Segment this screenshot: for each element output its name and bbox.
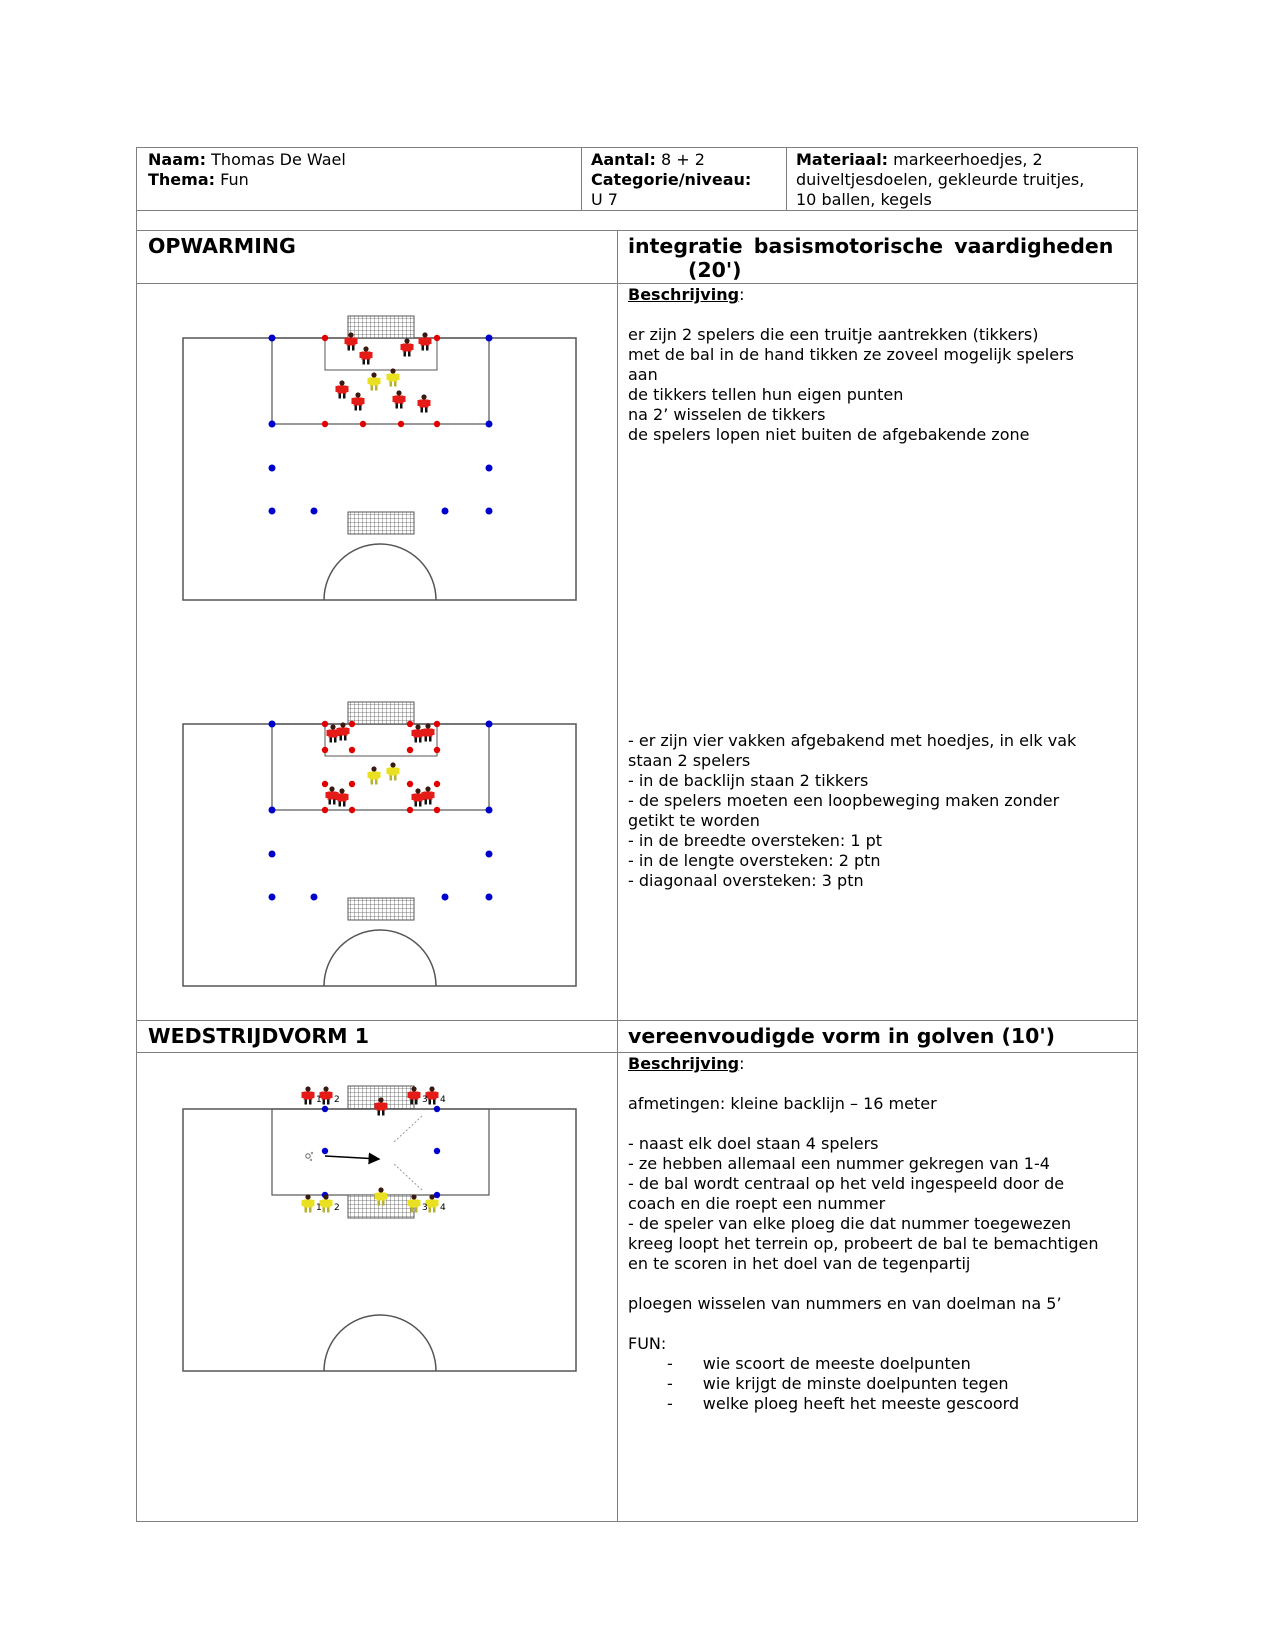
row-divider — [136, 1052, 1138, 1053]
text-line: de tikkers tellen hun eigen punten — [628, 385, 904, 404]
text-line: kreeg loopt het terrein op, probeert de bal te bemachtigen — [628, 1234, 1099, 1253]
text-line: aan — [628, 365, 658, 384]
section-name-wedstrijdvorm: WEDSTRIJDVORM 1 — [148, 1024, 369, 1048]
drill-diagram-golven — [182, 1080, 582, 1380]
red-players — [326, 722, 435, 806]
goal-middle — [348, 898, 414, 920]
materiaal-line: duiveltjesdoelen, gekleurde truitjes, — [796, 170, 1085, 189]
player-number: 4 — [440, 1203, 446, 1213]
table-border-bottom — [136, 1521, 1138, 1522]
header-materiaal — [796, 150, 1084, 210]
fun-label: FUN: — [628, 1334, 667, 1353]
column-divider — [581, 147, 582, 210]
penalty-arc — [324, 1315, 436, 1371]
thema-label: Thema: — [148, 170, 216, 189]
thema-value: Fun — [220, 170, 249, 189]
player-number: 2 — [334, 1203, 340, 1213]
goal-top — [348, 702, 414, 724]
naam-label: Naam: — [148, 150, 207, 169]
text-line: getikt te worden — [628, 811, 760, 830]
player-number: 1 — [316, 1203, 322, 1213]
player-number: 2 — [334, 1095, 340, 1105]
table-border-left — [136, 147, 137, 1522]
row-divider — [136, 210, 1138, 211]
text-line: - ze hebben allemaal een nummer gekregen van 1-4 — [628, 1154, 1050, 1173]
text-line: - in de breedte oversteken: 1 pt — [628, 831, 883, 850]
zone-box — [272, 724, 489, 810]
goal-top — [348, 316, 414, 338]
player-number: 3 — [422, 1095, 428, 1105]
text-line: na 2’ wisselen de tikkers — [628, 405, 826, 424]
categorie-label: Categorie/niveau: — [591, 170, 752, 189]
pitch-outline — [183, 724, 576, 986]
text-line: - in de backlijn staan 2 tikkers — [628, 771, 869, 790]
text-line: - de speler van elke ploeg die dat nummer toegewezen — [628, 1214, 1072, 1233]
text-line: er zijn 2 spelers die een truitje aantrekken (tikkers) — [628, 325, 1039, 344]
goal-middle — [348, 512, 414, 534]
text-line: met de bal in de hand tikken ze zoveel mogelijk spelers — [628, 345, 1075, 364]
row-divider — [136, 1020, 1138, 1021]
materiaal-line: 10 ballen, kegels — [796, 190, 932, 209]
penalty-arc — [324, 544, 436, 600]
table-border-top — [136, 147, 1138, 148]
blue-cones — [322, 1106, 440, 1198]
penalty-arc — [324, 930, 436, 986]
header-aantal — [591, 150, 751, 210]
text-line: staan 2 spelers — [628, 751, 751, 770]
section-title: vereenvoudigde vorm in golven (10') — [628, 1024, 1056, 1048]
pitch-outline — [183, 338, 576, 600]
drill-diagram-tikkertje — [182, 314, 582, 604]
fun-item: - wie scoort de meeste doelpunten — [667, 1354, 971, 1373]
fun-item: - welke ploeg heeft het meeste gescoord — [667, 1394, 1020, 1413]
categorie-value: U 7 — [591, 190, 618, 209]
text-line: afmetingen: kleine backlijn – 16 meter — [628, 1094, 937, 1113]
player-number: 4 — [440, 1095, 446, 1105]
text-line: coach en die roept een nummer — [628, 1194, 886, 1213]
beschrijving-label: Beschrijving — [628, 285, 740, 304]
text-line: - de spelers moeten een loopbeweging maken zonder — [628, 791, 1060, 810]
naam-value: Thomas De Wael — [211, 150, 346, 169]
section-name-opwarming: OPWARMING — [148, 234, 296, 258]
section-title-line1: integratie basismotorische vaardigheden — [628, 234, 1114, 258]
text-line: en te scoren in het doel van de tegenpartij — [628, 1254, 971, 1273]
zone-box — [272, 1109, 489, 1195]
text-line: - de bal wordt centraal op het veld ingespeeld door de — [628, 1174, 1065, 1193]
text-line: - diagonaal oversteken: 3 ptn — [628, 871, 864, 890]
column-divider — [617, 230, 618, 1522]
fun-item: - wie krijgt de minste doelpunten tegen — [667, 1374, 1009, 1393]
beschrijving-label: Beschrijving — [628, 1054, 740, 1073]
player-number: 1 — [316, 1095, 322, 1105]
aantal-label: Aantal: — [591, 150, 656, 169]
column-divider — [786, 147, 787, 210]
table-border-right — [1137, 147, 1138, 1522]
text-line: de spelers lopen niet buiten de afgebakende zone — [628, 425, 1030, 444]
yellow-players — [368, 368, 400, 390]
yellow-players — [368, 762, 400, 784]
description-block-2 — [628, 731, 1076, 891]
section-title-line2: (20') — [688, 258, 742, 282]
materiaal-line: markeerhoedjes, 2 — [893, 150, 1043, 169]
materiaal-label: Materiaal: — [796, 150, 889, 169]
header-naam — [148, 150, 346, 190]
text-line: - naast elk doel staan 4 spelers — [628, 1134, 879, 1153]
aantal-value: 8 + 2 — [661, 150, 705, 169]
description-block-3: Beschrijving: afmetingen: kleine backlijn – 16 meter - naast elk doel staan 4 spelers - ze hebben allemaal een nummer gekregen van 1-4 - de bal wordt centraal op het veld ingespeeld door de coach en die roept een nummer - de speler van elke ploeg die dat nummer toegewezen kreeg loopt het terrein op, probeert de bal te bemachtigen en te scoren in het doel van de tegenpartij ploegen wisselen van nummers en van doelman na 5’ FUN: - wie scoort de meeste doelpunten - wie krijgt de minste doelpunten tegen - welke ploeg heeft het meeste gescoord — [628, 1054, 1099, 1413]
text-line: - er zijn vier vakken afgebakend met hoedjes, in elk vak — [628, 731, 1077, 750]
player-number: 3 — [422, 1203, 428, 1213]
ball — [306, 1154, 310, 1158]
red-players — [336, 332, 432, 412]
text-line: ploegen wisselen van nummers en van doelman na 5’ — [628, 1294, 1062, 1313]
text-line: - in de lengte oversteken: 2 ptn — [628, 851, 881, 870]
run-line — [394, 1116, 422, 1142]
description-block-1: Beschrijving: er zijn 2 spelers die een truitje aantrekken (tikkers) met de bal in de hand tikken ze zoveel mogelijk spelers aan de tikkers tellen hun eigen punten na 2’ wisselen de tikkers de spelers lopen niet buiten de afgebakende zone — [628, 285, 1075, 444]
drill-diagram-vakken — [182, 700, 582, 990]
row-divider — [136, 230, 1138, 231]
ball-pass-arrow — [325, 1156, 379, 1159]
pitch-outline — [183, 1109, 576, 1371]
run-line — [394, 1164, 422, 1190]
row-divider — [136, 283, 1138, 284]
